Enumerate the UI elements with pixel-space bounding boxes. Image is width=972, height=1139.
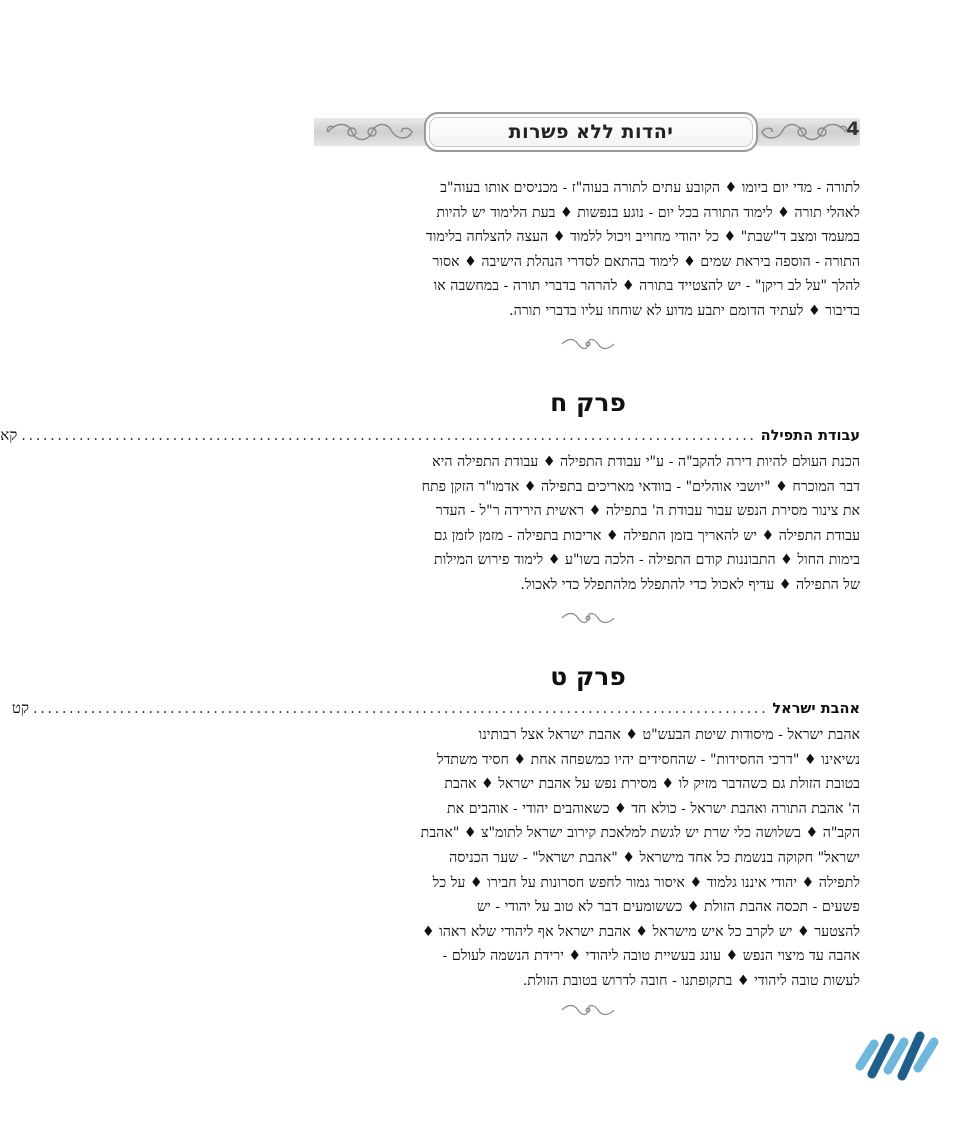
toc-leader-dots: ...................................................................................................... — [21, 428, 757, 444]
publisher-logo-icon — [852, 1022, 942, 1082]
flourish-divider-icon — [558, 337, 618, 351]
text-line: התורה - הוספה ביראת שמים ♦ לימוד בהתאם לסדרי הנהלת הישיבה ♦ אסור — [432, 253, 860, 270]
scroll-ornament-icon — [756, 118, 852, 146]
text-line: לתפילה ♦ יהודי איננו גלמוד ♦ איסור גמור לחפש חסרונות על חבירו ♦ על כל — [432, 874, 860, 891]
chapter-heading: פרק ח — [550, 388, 626, 417]
toc-page-number: קט — [11, 699, 30, 717]
text-line: הקב"ה ♦ בשלושה כלי שרת יש לגשת למלאכת קירוב ישראל לתומ"צ ♦ "אהבת — [420, 825, 860, 842]
text-line: בטובת הזולת גם כשהדבר מזיק לו ♦ מסירת נפש על אהבת ישראל ♦ אהבת — [444, 776, 860, 793]
chapter-summary — [328, 723, 860, 994]
text-line: פשעים - תכסה אהבת הזולת ♦ כששומעים דבר לא טוב על יהודי - יש — [476, 899, 860, 916]
toc-entry-title: עבודת התפילה — [760, 428, 860, 444]
chapter-heading: פרק ט — [550, 662, 626, 691]
text-line: לאהלי תורה ♦ לימוד התורה בכל יום - נוגע בנפשות ♦ בעת הלימוד יש להיות — [436, 204, 860, 221]
header-title-frame — [424, 112, 758, 152]
toc-page-number: קא — [0, 426, 18, 444]
running-head-title: יהדות ללא פשרות — [508, 121, 674, 143]
toc-leader-dots: ...................................................................................................... — [33, 701, 769, 717]
text-line: אהבת ישראל - מיסודות שיטת הבעש"ט ♦ אהבת ישראל אצל רבותינו — [478, 727, 860, 743]
toc-entry[interactable] — [11, 699, 860, 723]
text-line: עבודת התפילה ♦ יש להאריך בזמן התפילה ♦ אריכות בתפילה - מזמן לזמן גם — [433, 527, 860, 544]
text-line: של התפילה ♦ עדיף לאכול כדי להתפלל מלהתפלל כדי לאכול. — [520, 576, 860, 593]
text-line: במעמד ומצב ד"שבת" ♦ כל יהודי מחוייב ויכול ללמוד ♦ העצה להצלחה בלימוד — [425, 229, 860, 246]
text-line: דבר המוכרח ♦ "יושבי אוהלים" - בוודאי מאריכים בתפילה ♦ אדמו"ר הזקן פתח — [421, 478, 860, 495]
toc-entry-title: אהבת ישראל — [772, 701, 860, 717]
scroll-ornament-icon — [322, 118, 418, 146]
intro-paragraph — [328, 176, 860, 324]
toc-entry[interactable] — [0, 426, 860, 450]
text-line: ישראל" חקוקה בנשמת כל אחד מישראל ♦ "אהבת ישראל" - שער הכניסה — [449, 849, 860, 866]
text-line: בדיבור ♦ לעתיד הדומם יתבע מדוע לא שוחחו עליו בדברי תורה. — [509, 302, 860, 319]
text-line: הכנת העולם להיות דירה להקב"ה - ע"י עבודת התפילה ♦ עבודת התפילה היא — [432, 454, 860, 470]
flourish-divider-icon — [558, 611, 618, 625]
text-line: בימות החול ♦ התבוננות קודם התפילה - הלכה בשו"ע ♦ לימוד פירוש המילות — [433, 552, 860, 569]
text-line: ה' אהבת התורה ואהבת ישראל - כולא חד ♦ כשאוהבים יהודי - אוהבים את — [447, 800, 860, 817]
text-line: אהבה עד מיצוי הנפש ♦ עונג בעשיית טובה ליהודי ♦ ירידת הנשמה לעולם - — [442, 948, 860, 965]
text-line: להצטער ♦ יש לקרב כל איש מישראל ♦ אהבת ישראל אף ליהודי שלא ראהו ♦ — [421, 923, 860, 940]
text-line: נשיאינו ♦ "דרכי החסידות" - שהחסידים יהיו כמשפחה אחת ♦ חסיד משתדל — [436, 751, 860, 768]
text-line: להלך "על לב ריקן" - יש להצטייד בתורה ♦ להרהר בדברי תורה - במחשבה או — [433, 278, 860, 295]
flourish-divider-icon — [558, 1003, 618, 1017]
text-line: לתורה - מדי יום ביומו ♦ הקובע עתים לתורה בעוה"ז - מכניסים אותו בעוה"ב — [440, 180, 860, 196]
chapter-summary — [328, 450, 860, 598]
text-line: לעשות טובה ליהודי ♦ בתקופתנו - חובה לדרוש בטובת הזולת. — [522, 972, 860, 989]
page-number: 4 — [846, 118, 860, 140]
page-header — [314, 110, 860, 154]
text-line: את צינור מסירת הנפש עבור עבודת ה' בתפילה ♦ ראשית הירידה ר"ל - העדר — [435, 503, 860, 520]
